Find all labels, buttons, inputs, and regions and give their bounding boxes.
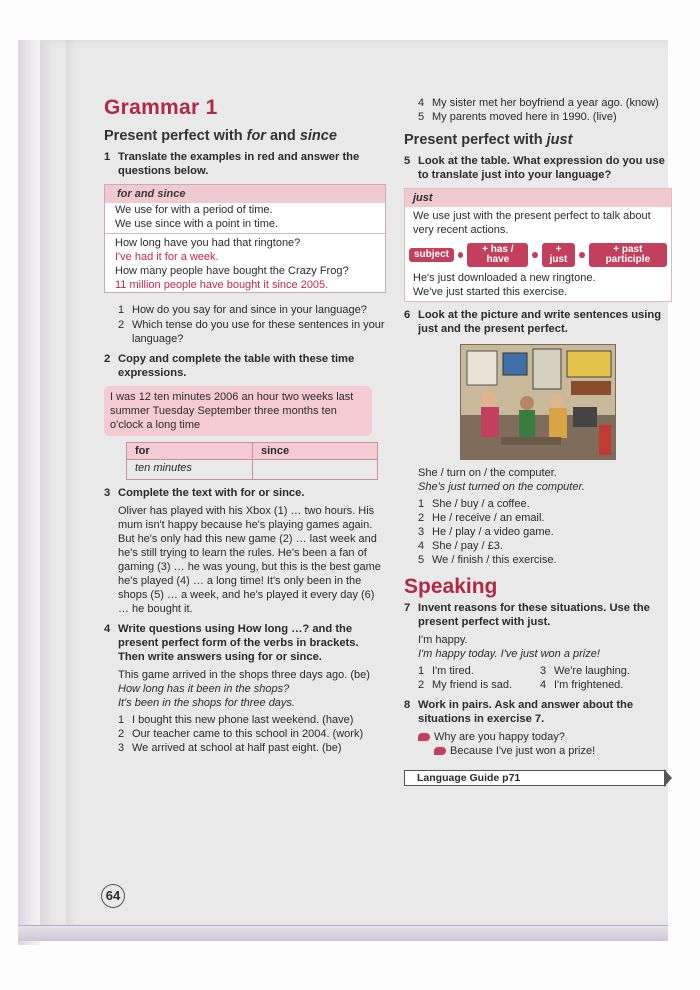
language-guide-link[interactable]: Language Guide p71 bbox=[404, 770, 666, 786]
exercise-1: 1 Translate the examples in red and answer the questions below. bbox=[104, 151, 360, 177]
exercise-4-items bbox=[118, 713, 386, 755]
list-item: 3 We arrived at school at half past eight. (be) bbox=[118, 742, 342, 754]
page-number: 64 bbox=[101, 884, 125, 908]
list-item: 3 He / play / a video game. bbox=[418, 526, 554, 538]
speaking-title: Speaking bbox=[404, 575, 498, 598]
right-column: 4 My sister met her boyfriend a year ago. (know) 5 My parents moved here in 1990. (live) Present perfect with just 5 Look at the table. What expression do you use to translate just into your language? just We use just with the present perfect to talk about very recent actions. subject + has / have + just + past participle He's just downloaded a new ringtone. We've just started this exercise. 6 Look at the picture and write sentences using just and the present perfect. She / turn on / the computer. She's just turned on the computer. 1 She / buy / a coffee. 2 He / receive / an email. 3 He / play / a video game. 4 She / pay / £3. 5 We / finish / this exercise. Speaking 7 Invent reasons for these situations. Use the present perfect with just. I'm happy. I'm happy today. I've just won a prize! 1 I'm tired. 3 We're laughing. 2 My friend is sad. 4 I'm frightened. 8 Work in pairs. Ask and answer about the situations in exercise 7. Why are you happy today? Because I've just won a prize! Language Guide p71 bbox=[404, 96, 672, 786]
exercise-6: 6 Look at the picture and write sentences using just and the present perfect. bbox=[404, 309, 662, 335]
just-formula: subject + has / have + just + past participle bbox=[405, 239, 671, 271]
speech-bubble-icon bbox=[434, 747, 446, 755]
list-item: 5 We / finish / this exercise. bbox=[418, 554, 557, 566]
list-item: 2 He / receive / an email. bbox=[418, 512, 545, 524]
book-spine-left bbox=[18, 40, 40, 945]
list-item: 2 Our teacher came to this school in 2004. (work) bbox=[118, 728, 364, 740]
just-subtitle: Present perfect with just bbox=[404, 132, 573, 148]
left-column: Grammar 1 Present perfect with for and since 1 Translate the examples in red and answer the questions below. for and since We use for with a period of time. We use since with a point in time. How long have you had that ringtone? I've had it for a week. How many people have bought the Crazy Frog? 11 million people have bought it since 2005. 1 How do you say for and since in your language? 2 Which tense do you use for these sentences in your language? 2 Copy and complete the table with these time expressions. I was 12 ten minutes 2006 an hour two weeks last summer Tuesday September three months ten o'clock a long time for since ten minutes 3 Complete the text with for or since. Oliver has played with his Xbox (1) … two hours. His mum isn't happy because he's playing games again. But he's only had this new game (2) … last week and he's still trying to learn the rules. He's been a fan of gaming (3) … he was young, but this is the best game he's played (4) … a long time! It's only been in the shops (5) … a week, and he's played it every day (6) … he bought it. 4 Write questions using How long …? and the present perfect form of the verbs in brackets. Then write answers using for or since. This game arrived in the shops three days ago. (be) How long has it been in the shops? It's been in the shops for three days. 1 I bought this new phone last weekend. (have) 2 Our teacher came to this school in 2004. (work) 3 We arrived at school at half past eight. (be) bbox=[104, 96, 385, 754]
exercise-3-text: Oliver has played with his Xbox (1) … two hours. His mum isn't happy because he's playing games again. But he's only had this new game (2) … last week and he's still trying to learn the rules. He's been a fan of gaming (3) … he was young, but this is the best game he's played (4) … a long time! It's only been in the shops (5) … a week, and he's played it every day (6) … he bought it. bbox=[118, 505, 381, 615]
grammar-subtitle: Present perfect with for and since bbox=[104, 128, 337, 144]
exercise-4: 4 Write questions using How long …? and the present perfect form of the verbs in brackets. Then write answers using for or since. bbox=[104, 623, 359, 663]
dialog-line-2: Because I've just won a prize! bbox=[434, 744, 672, 758]
book-edge-bottom bbox=[18, 925, 668, 941]
arrow-right-icon bbox=[664, 769, 672, 787]
questions-list bbox=[104, 303, 386, 346]
for-since-table bbox=[126, 442, 378, 480]
table-row: ten minutes bbox=[127, 459, 377, 479]
page-fold-shadow bbox=[66, 40, 76, 928]
exercise-6-items bbox=[418, 497, 672, 567]
list-item: 2 My friend is sad. bbox=[418, 679, 513, 691]
list-item: 1 How do you say for and since in your language? bbox=[118, 304, 367, 316]
list-item: 1 I bought this new phone last weekend. (have) bbox=[118, 714, 354, 726]
exercise-8: 8 Work in pairs. Ask and answer about the situations in exercise 7. bbox=[404, 699, 634, 725]
list-item: 3 We're laughing. bbox=[540, 665, 630, 677]
list-item: 1 I'm tired. bbox=[418, 665, 474, 677]
office-picture bbox=[460, 344, 616, 460]
for-since-box: for and since We use for with a period of time. We use since with a point in time. How long have you had that ringtone? I've had it for a week. How many people have bought the Crazy Frog? 11 million people have bought it since 2005. bbox=[104, 184, 386, 293]
speech-bubble-icon bbox=[418, 733, 430, 741]
table-header-since: since bbox=[252, 443, 377, 459]
just-box: just We use just with the present perfect to talk about very recent actions. subject + has / have + just + past participle He's just downloaded a new ringtone. We've just started this exercise. bbox=[404, 188, 672, 302]
list-item: 1 She / buy / a coffee. bbox=[418, 498, 530, 510]
for-since-box-heading: for and since bbox=[105, 185, 385, 203]
list-item: 4 She / pay / £3. bbox=[418, 540, 503, 552]
list-item: 2 Which tense do you use for these sentences in your language? bbox=[118, 319, 385, 345]
exercise-2: 2 Copy and complete the table with these time expressions. bbox=[104, 353, 355, 379]
exercise-4-continued bbox=[418, 96, 672, 124]
exercise-5: 5 Look at the table. What expression do you use to translate just into your language? bbox=[404, 155, 665, 181]
divider bbox=[105, 233, 385, 234]
list-item: 4 I'm frightened. bbox=[540, 679, 624, 691]
office-scene-illustration bbox=[461, 345, 616, 460]
table-header-for: for bbox=[135, 445, 150, 457]
dialog-line-1: Why are you happy today? bbox=[418, 730, 672, 744]
exercise-3: 3 Complete the text with for or since. bbox=[104, 487, 305, 499]
exercise-7-items bbox=[418, 664, 672, 692]
just-box-heading: just bbox=[405, 189, 671, 207]
grammar-title: Grammar 1 bbox=[104, 96, 218, 119]
time-expressions-box: I was 12 ten minutes 2006 an hour two weeks last summer Tuesday September three months ten o'clock a long time bbox=[104, 386, 372, 436]
list-item: 5 My parents moved here in 1990. (live) bbox=[418, 111, 617, 123]
list-item: 4 My sister met her boyfriend a year ago. (know) bbox=[418, 97, 659, 109]
exercise-7: 7 Invent reasons for these situations. Use the present perfect with just. bbox=[404, 602, 650, 628]
